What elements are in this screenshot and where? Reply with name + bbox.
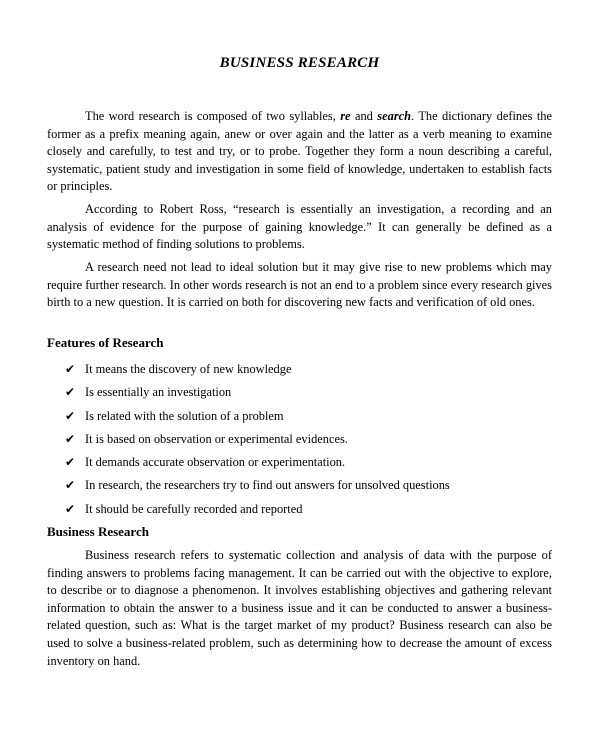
- checkmark-icon: ✔: [65, 408, 76, 423]
- feature-text: It should be carefully recorded and reported: [85, 501, 303, 516]
- p1-text-end: . The dictionary defines the former as a prefix meaning again, anew or over again and the latter as a verb meaning to examine closely and carefully, to test and try, or to probe. Together they form a noun describing a careful, systematic, patient study and investigation in some field of knowledge, undertaken to establish facts or principles.: [47, 109, 552, 194]
- list-item: [65, 477, 450, 500]
- business-research-heading: Business Research: [47, 524, 149, 539]
- p1-text-and: and: [350, 109, 378, 123]
- feature-text: Is essentially an investigation: [85, 385, 232, 400]
- feature-text: It demands accurate observation or experimentation.: [85, 455, 346, 470]
- intro-paragraph-2: According to Robert Ross, “research is essentially an investigation, a recording and an analysis of evidence for the purpose of gaining knowledge.” It can generally be defined as a systematic method of finding solutions to problems.: [47, 202, 552, 252]
- document-title: BUSINESS RESEARCH: [219, 55, 380, 71]
- business-research-paragraph: Business research refers to systematic collection and analysis of data with the purpose of finding answers to problems facing management. It can be carried out with the objective to explore, to describe or to diagnose a phenomenon. It involves establishing objectives and gathering relevant information to obtain the answer to a business issue and it can be conducted to answer a business-related question, such as: What is the target market of my product? Business research can also be used to solve a business-related problem, such as determining how to decrease the amount of excess inventory on hand.: [47, 548, 552, 668]
- feature-text: It means the discovery of new knowledge: [85, 362, 292, 376]
- p1-emphasis-re: re: [340, 109, 351, 123]
- checkmark-icon: ✔: [65, 455, 76, 470]
- list-item: [65, 454, 450, 477]
- checkmark-icon: ✔: [65, 362, 76, 376]
- features-list: [65, 361, 450, 524]
- checkmark-icon: ✔: [65, 431, 76, 446]
- feature-text: Is related with the solution of a problem: [85, 408, 284, 423]
- feature-text: In research, the researchers try to find out answers for unsolved questions: [85, 478, 450, 493]
- intro-paragraph-1: [47, 108, 552, 196]
- list-item: [65, 361, 450, 384]
- list-item: [65, 408, 450, 431]
- checkmark-icon: ✔: [65, 478, 76, 493]
- checkmark-icon: ✔: [65, 501, 76, 516]
- features-heading: Features of Research: [47, 335, 164, 350]
- list-item: [65, 431, 450, 454]
- intro-paragraph-3: A research need not lead to ideal solution but it may give rise to new problems which may require further research. In other words research is not an end to a problem since every research gives birth to a new question. It is carried on both for discovering new facts and verification of old ones.: [47, 260, 552, 310]
- p1-emphasis-search: search: [377, 109, 412, 123]
- checkmark-icon: ✔: [65, 385, 76, 400]
- list-item: [65, 501, 450, 524]
- p1-text-start: The word research is composed of two syllables,: [85, 109, 341, 123]
- list-item: [65, 384, 450, 407]
- feature-text: It is based on observation or experimental evidences.: [85, 431, 348, 446]
